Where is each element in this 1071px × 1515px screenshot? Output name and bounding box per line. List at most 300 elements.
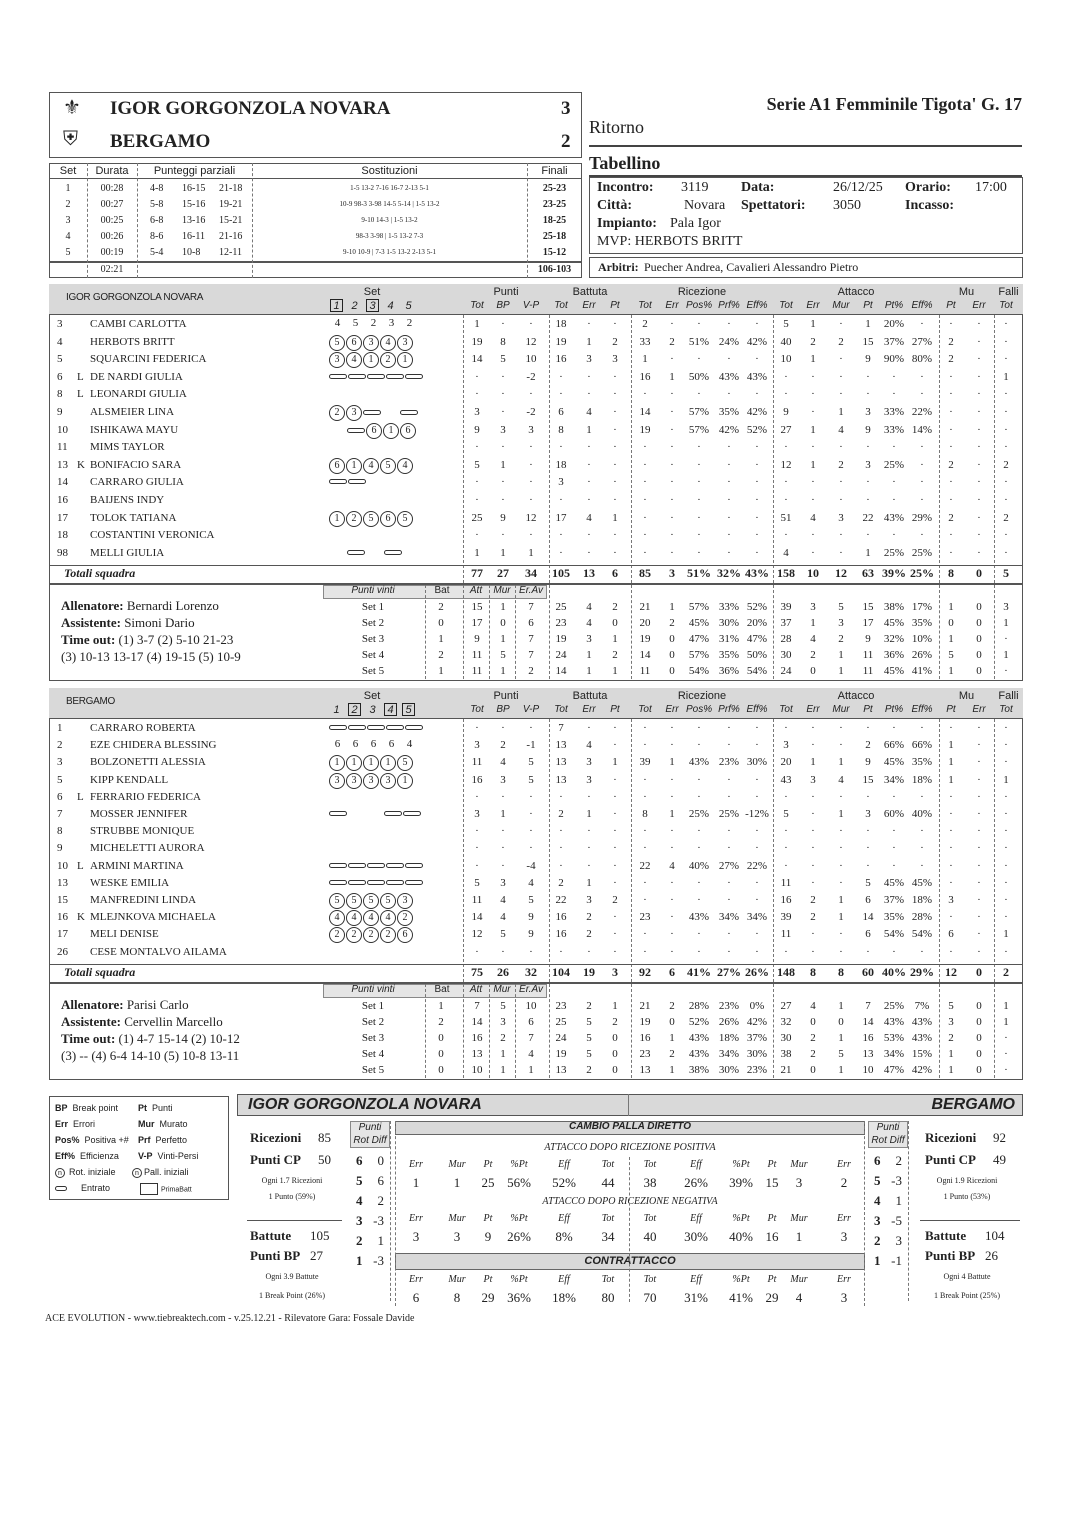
player-stat: ·	[920, 722, 924, 734]
player-stat: ·	[613, 722, 617, 734]
player-stat: ·	[784, 529, 788, 542]
player-set-marks	[329, 458, 414, 474]
player-stat: ·	[1004, 494, 1008, 506]
player-name: WESKE EMILIA	[90, 876, 170, 889]
set-row-stat: 2	[586, 1063, 592, 1076]
player-stat: ·	[784, 388, 788, 401]
sets-header-2: Punteggi parziali	[153, 165, 236, 177]
group-header: Ricezione	[677, 286, 727, 298]
set-row-stat: 36%	[718, 665, 740, 678]
set-row-stat: 1	[500, 601, 506, 614]
player-stat: ·	[755, 722, 759, 734]
neg-col: Eff	[558, 1213, 570, 1224]
player-role: L	[77, 370, 84, 383]
rotation-circle: 4	[346, 352, 362, 368]
player-stat: ·	[643, 739, 647, 752]
player-stat: ·	[977, 859, 981, 872]
player-stat: ·	[1004, 353, 1008, 366]
player-stat: ·	[529, 529, 533, 542]
column-header: Err	[582, 704, 596, 715]
total-stat: 25%	[910, 566, 934, 581]
player-stat: 3	[474, 406, 480, 418]
set-row-stat: 1	[838, 665, 844, 678]
starting-set: 2	[406, 317, 413, 329]
entered-mark	[348, 880, 366, 885]
column-header: Pos%	[686, 704, 713, 715]
player-stat: 2	[810, 894, 816, 906]
player-stat: ·	[892, 945, 896, 958]
set-row-stat: 53%	[883, 1031, 905, 1044]
player-stat: ·	[475, 441, 479, 454]
pos-val: 3	[795, 1175, 803, 1190]
away-rot-diff: Rot Diff	[871, 1135, 905, 1146]
column-header: Pos%	[686, 300, 713, 311]
neg-val: 9	[484, 1229, 492, 1244]
set-row-stat: 43%	[688, 1047, 710, 1060]
player-stat: ·	[670, 722, 674, 734]
set-row-stat: 21	[639, 999, 651, 1012]
rotation-circle: 6	[346, 335, 362, 351]
player-stat: ·	[501, 406, 505, 418]
player-stat: ·	[839, 546, 843, 559]
player-stat: ·	[643, 945, 647, 958]
pos-val: 1	[453, 1175, 461, 1190]
player-stat: 40%	[911, 808, 933, 820]
set-partial: 12-11	[219, 247, 242, 258]
player-row	[49, 894, 1023, 911]
player-stat: ·	[643, 928, 647, 941]
rotation-circle: 5	[346, 893, 362, 909]
player-stat: ·	[643, 773, 647, 786]
rotation-circle: 3	[397, 335, 413, 351]
staff-line	[61, 1048, 239, 1064]
player-stat: 23	[639, 911, 651, 924]
set-row-stat: 0	[612, 617, 618, 630]
player-stat: 3	[948, 894, 954, 906]
player-stat: ·	[727, 876, 731, 889]
player-stat: ·	[755, 825, 759, 838]
data-value: 26/12/25	[833, 180, 883, 195]
player-stat: ·	[727, 739, 731, 752]
player-number: 14	[57, 476, 68, 489]
away-score: 2	[561, 131, 571, 152]
set-row-stat: 23	[639, 1047, 651, 1060]
home-rot-value: 1	[377, 1233, 384, 1248]
player-stat: 27	[780, 423, 792, 436]
pos-col: %Pt	[510, 1159, 528, 1170]
set-row-stat: 30%	[718, 617, 740, 630]
player-stat: ·	[866, 790, 870, 803]
set-final: 18-25	[542, 215, 567, 226]
center-left	[395, 1121, 396, 1306]
player-stat: ·	[1004, 894, 1008, 906]
player-row	[49, 842, 1023, 859]
player-stat: ·	[697, 842, 701, 855]
contr-col: %Pt	[510, 1274, 528, 1285]
player-stat: 2	[948, 353, 954, 366]
legend-key: Mur	[138, 1119, 155, 1129]
sets-header-1: Durata	[95, 165, 129, 177]
total-stat: 19	[583, 964, 595, 979]
column-header: Tot	[470, 704, 484, 715]
player-stat: ·	[1004, 441, 1008, 454]
set-row-stat: 1	[669, 1063, 675, 1076]
player-stat: ·	[755, 945, 759, 958]
set-final: 25-18	[542, 231, 567, 242]
set-row-stat: 10	[862, 1063, 874, 1076]
player-stat: ·	[613, 370, 617, 383]
summary-home-name: IGOR GORGONZOLA NOVARA	[248, 1096, 482, 1113]
home-puntibp: 27	[310, 1248, 323, 1263]
arbitri-label: Arbitri:	[598, 260, 639, 274]
player-stat: ·	[697, 894, 701, 906]
impianto-label: Impianto:	[597, 216, 657, 231]
player-row	[49, 946, 1023, 963]
set-row-stat: ·	[1004, 665, 1008, 678]
player-stat: ·	[892, 842, 896, 855]
player-row	[49, 494, 1023, 512]
player-stat: ·	[892, 388, 896, 401]
set-number-row	[330, 299, 420, 312]
away-rot-value: 3	[895, 1233, 902, 1248]
sets-divider	[137, 163, 138, 278]
set-row-label: Set 4	[361, 1047, 385, 1060]
player-row	[49, 791, 1023, 808]
home-score: 3	[561, 98, 571, 119]
column-header: Pt	[863, 704, 873, 715]
player-stat: ·	[839, 722, 843, 734]
player-number: 8	[57, 825, 63, 838]
lower-divider	[463, 984, 464, 1078]
player-stat: 37%	[883, 894, 905, 906]
set-row-label: Set 1	[361, 601, 385, 614]
set-duration: 00:28	[100, 183, 124, 194]
cambio-title: CAMBIO PALLA DIRETTO	[568, 1121, 692, 1132]
player-stat: 90%	[883, 353, 905, 366]
set-row-stat: 33%	[718, 601, 740, 614]
player-name: SQUARCINI FEDERICA	[90, 353, 207, 366]
player-stat: ·	[697, 476, 701, 489]
home-logo-icon: ⚜	[63, 97, 81, 119]
player-stat: 9	[865, 756, 871, 769]
entered-mark	[348, 479, 366, 484]
player-set-marks	[329, 546, 403, 558]
player-role: K	[77, 911, 85, 924]
player-stat: 1	[838, 911, 844, 924]
player-stat: ·	[920, 945, 924, 958]
home-rot-number: 1	[356, 1253, 363, 1268]
player-stat: 1	[838, 894, 844, 906]
player-stat: ·	[501, 722, 505, 734]
set-row-stat: 11	[639, 665, 651, 678]
player-stat: ·	[501, 790, 505, 803]
contr-col: Tot	[643, 1274, 657, 1285]
set-row-stat: 2	[438, 1015, 444, 1028]
player-stat: 4	[586, 406, 592, 418]
neg-val: 3	[840, 1229, 848, 1244]
home-sep	[247, 1220, 342, 1221]
player-stat: ·	[670, 928, 674, 941]
set-row-stat: 28%	[688, 999, 710, 1012]
team-name-header: IGOR GORGONZOLA NOVARA	[66, 292, 204, 303]
player-stat: ·	[755, 441, 759, 454]
entered-mark	[405, 880, 423, 885]
player-stat: 14	[639, 406, 651, 418]
legend-value: Pall. iniziali	[144, 1167, 189, 1177]
player-stat: ·	[949, 876, 953, 889]
total-stat: 43%	[745, 566, 769, 581]
player-stat: ·	[613, 842, 617, 855]
contr-val: 4	[795, 1290, 803, 1305]
rotation-circle: 6	[329, 458, 345, 474]
player-name: MANFREDINI LINDA	[90, 894, 197, 906]
entered-mark	[405, 863, 423, 868]
set-substitutions: 9-10 10-9 | 7-3 1-5 13-2 2-13 5-1	[343, 248, 436, 256]
neg-col: Pt	[767, 1213, 777, 1224]
lower-divider	[489, 585, 490, 679]
set-number: 1	[330, 299, 343, 312]
set-row-stat: 7	[528, 633, 534, 646]
neg-val: 3	[453, 1229, 461, 1244]
set-row-stat: 1	[838, 1031, 844, 1044]
player-row	[49, 860, 1023, 877]
rotation-circle: 6	[400, 423, 416, 439]
legend-item	[138, 1135, 187, 1145]
player-stat: 4	[838, 773, 844, 786]
set-row-stat: 7	[865, 999, 871, 1012]
player-stat: 20%	[883, 318, 905, 330]
player-row	[49, 722, 1023, 739]
set-row-stat: 19	[639, 1015, 651, 1028]
player-stat: ·	[501, 441, 505, 454]
player-stat: ·	[977, 335, 981, 348]
column-header: Tot	[470, 300, 484, 311]
total-stat: 8	[948, 566, 954, 581]
player-stat: ·	[501, 476, 505, 489]
set-final: 25-23	[542, 183, 567, 194]
entered-mark	[329, 479, 347, 484]
total-stat: 60	[862, 964, 874, 979]
staff-value: Parisi Carlo	[126, 996, 189, 1012]
total-final: 106-103	[537, 264, 572, 275]
erav-header: Er.Av	[519, 585, 543, 597]
set-row-stat: 1	[948, 633, 954, 646]
set-row-stat: 2	[438, 649, 444, 662]
player-stat: ·	[811, 546, 815, 559]
contr-val: 41%	[729, 1290, 753, 1305]
player-stat: ·	[755, 773, 759, 786]
set-row-stat: 0	[838, 1015, 844, 1028]
player-stat: 12	[471, 928, 483, 941]
player-stat: 1	[612, 511, 618, 524]
player-stat: 14	[471, 353, 483, 366]
player-stat: ·	[920, 441, 924, 454]
set-row-stat: 2	[586, 999, 592, 1012]
player-name: BAIJENS INDY	[90, 494, 165, 506]
set-row-stat: 0	[976, 999, 982, 1012]
rotation-circle-icon: n	[55, 1168, 65, 1178]
player-number: 5	[57, 353, 63, 366]
player-stat: 2	[612, 335, 618, 348]
starting-set: 5	[352, 317, 359, 329]
player-stat: 16	[555, 911, 567, 924]
set-row-stat: 10	[525, 999, 537, 1012]
set-row-stat: 34%	[718, 1047, 740, 1060]
entered-mark	[367, 863, 385, 868]
contr-col: Mur	[448, 1274, 466, 1285]
entered-mark	[329, 811, 347, 816]
player-stat: ·	[529, 476, 533, 489]
player-stat: 9	[865, 423, 871, 436]
player-stat: 13	[555, 773, 567, 786]
contr-val: 80	[601, 1290, 615, 1305]
rotation-circle: 5	[363, 893, 379, 909]
player-stat: 20	[780, 756, 792, 769]
player-stat: ·	[670, 842, 674, 855]
player-stat: ·	[949, 911, 953, 924]
player-stat: ·	[727, 318, 731, 330]
player-stat: 2	[948, 335, 954, 348]
player-stat: 1	[642, 353, 648, 366]
set-row-stat: 1	[838, 1063, 844, 1076]
contr-col: Tot	[601, 1274, 615, 1285]
set-row-stat: 2	[810, 1031, 816, 1044]
legend-item	[55, 1103, 118, 1113]
entered-mark	[329, 880, 347, 885]
player-stat: ·	[613, 773, 617, 786]
column-header: Err	[582, 300, 596, 311]
player-stat: 2	[865, 739, 871, 752]
set-row-stat: 0	[612, 1031, 618, 1044]
total-stat: 77	[471, 566, 483, 581]
player-stat: 1	[810, 318, 816, 330]
phase-label: Ritorno	[589, 117, 645, 137]
rotation-circle: 4	[363, 458, 379, 474]
set-row-stat: 30%	[746, 1047, 768, 1060]
rotation-circle: 5	[380, 893, 396, 909]
column-header: Pt	[610, 704, 620, 715]
player-stat: ·	[892, 859, 896, 872]
player-stat: ·	[643, 476, 647, 489]
player-stat: 1	[474, 546, 480, 559]
set-row-stat: 0	[976, 1063, 982, 1076]
away-punticp: 49	[993, 1152, 1006, 1167]
player-stat: ·	[949, 318, 953, 330]
set-row-stat: 38	[780, 1047, 792, 1060]
player-stat: ·	[1004, 790, 1008, 803]
player-stat: ·	[839, 353, 843, 366]
set-row-stat: 15%	[911, 1047, 933, 1060]
player-row	[49, 459, 1023, 477]
entered-mark	[367, 725, 385, 730]
rotation-circle: 2	[363, 927, 379, 943]
player-stat: ·	[1004, 529, 1008, 542]
player-stat: ·	[755, 318, 759, 330]
total-stat: 27	[497, 566, 509, 581]
set-row-stat: 5	[948, 999, 954, 1012]
set-row-stat: 0	[612, 1047, 618, 1060]
player-name: COSTANTINI VERONICA	[90, 529, 215, 542]
player-number: 26	[57, 945, 68, 958]
pos-val: 44	[601, 1175, 615, 1190]
rotation-circle: 5	[380, 458, 396, 474]
contr-col: Err	[409, 1274, 423, 1285]
home-team-name: IGOR GORGONZOLA NOVARA	[110, 98, 391, 119]
player-name: CARRARO ROBERTA	[90, 722, 196, 734]
staff-value: Cervellin Marcello	[124, 1013, 223, 1029]
total-stat: 5	[1003, 566, 1009, 581]
player-stat: ·	[727, 790, 731, 803]
staff-line	[61, 615, 195, 631]
set-row-stat: 1	[669, 601, 675, 614]
total-stat: 51%	[687, 566, 711, 581]
rot-divider	[390, 1121, 391, 1301]
away-rot-number: 1	[874, 1253, 881, 1268]
home-rot-value: -3	[373, 1213, 384, 1228]
player-stat: ·	[949, 790, 953, 803]
player-row	[49, 353, 1023, 371]
player-row	[49, 406, 1023, 424]
player-stat: ·	[839, 842, 843, 855]
player-stat: ·	[475, 388, 479, 401]
player-stat: ·	[811, 825, 815, 838]
player-stat: ·	[613, 388, 617, 401]
home-punto-break: 1 Break Point (26%)	[259, 1291, 325, 1300]
player-name: EZE CHIDERA BLESSING	[90, 739, 217, 752]
player-stat: ·	[727, 388, 731, 401]
player-stat: ·	[892, 476, 896, 489]
player-stat: ·	[529, 825, 533, 838]
set-row-stat: 1	[1003, 617, 1009, 630]
player-stat: ·	[727, 476, 731, 489]
player-stat: 2	[948, 511, 954, 524]
set-row-stat: 9	[865, 633, 871, 646]
starting-set: 6	[352, 738, 359, 751]
player-stat: 5	[500, 928, 506, 941]
player-stat: 18	[555, 458, 567, 471]
player-stat: ·	[839, 859, 843, 872]
player-stat: ·	[949, 494, 953, 506]
home-ricezioni: 85	[318, 1130, 331, 1145]
legend-item	[55, 1135, 129, 1145]
set-row-stat: 15	[471, 601, 483, 614]
column-header: Pt	[946, 704, 956, 715]
player-stat: ·	[949, 476, 953, 489]
player-stat: ·	[501, 529, 505, 542]
starting-set: 6	[370, 738, 377, 751]
group-header: Set	[363, 690, 381, 702]
player-stat: 29%	[911, 511, 933, 524]
neg-col: Mur	[448, 1213, 466, 1224]
set-row-stat: 4	[528, 1047, 534, 1060]
player-stat: ·	[1004, 945, 1008, 958]
player-stat: ·	[501, 825, 505, 838]
set-row-stat: 26%	[911, 649, 933, 662]
player-stat: 33	[639, 335, 651, 348]
player-stat: ·	[1004, 335, 1008, 348]
contr-col: %Pt	[732, 1274, 750, 1285]
player-stat: ·	[1004, 423, 1008, 436]
column-header: Err	[806, 300, 820, 311]
set-row-stat: 1	[1003, 1015, 1009, 1028]
player-stat: ·	[727, 894, 731, 906]
set-row-stat: 0	[976, 1031, 982, 1044]
set-row-stat: 2	[838, 633, 844, 646]
player-number: 1	[57, 722, 63, 734]
player-stat: 15	[862, 773, 874, 786]
player-stat: ·	[892, 370, 896, 383]
contr-val: 29	[765, 1290, 779, 1305]
